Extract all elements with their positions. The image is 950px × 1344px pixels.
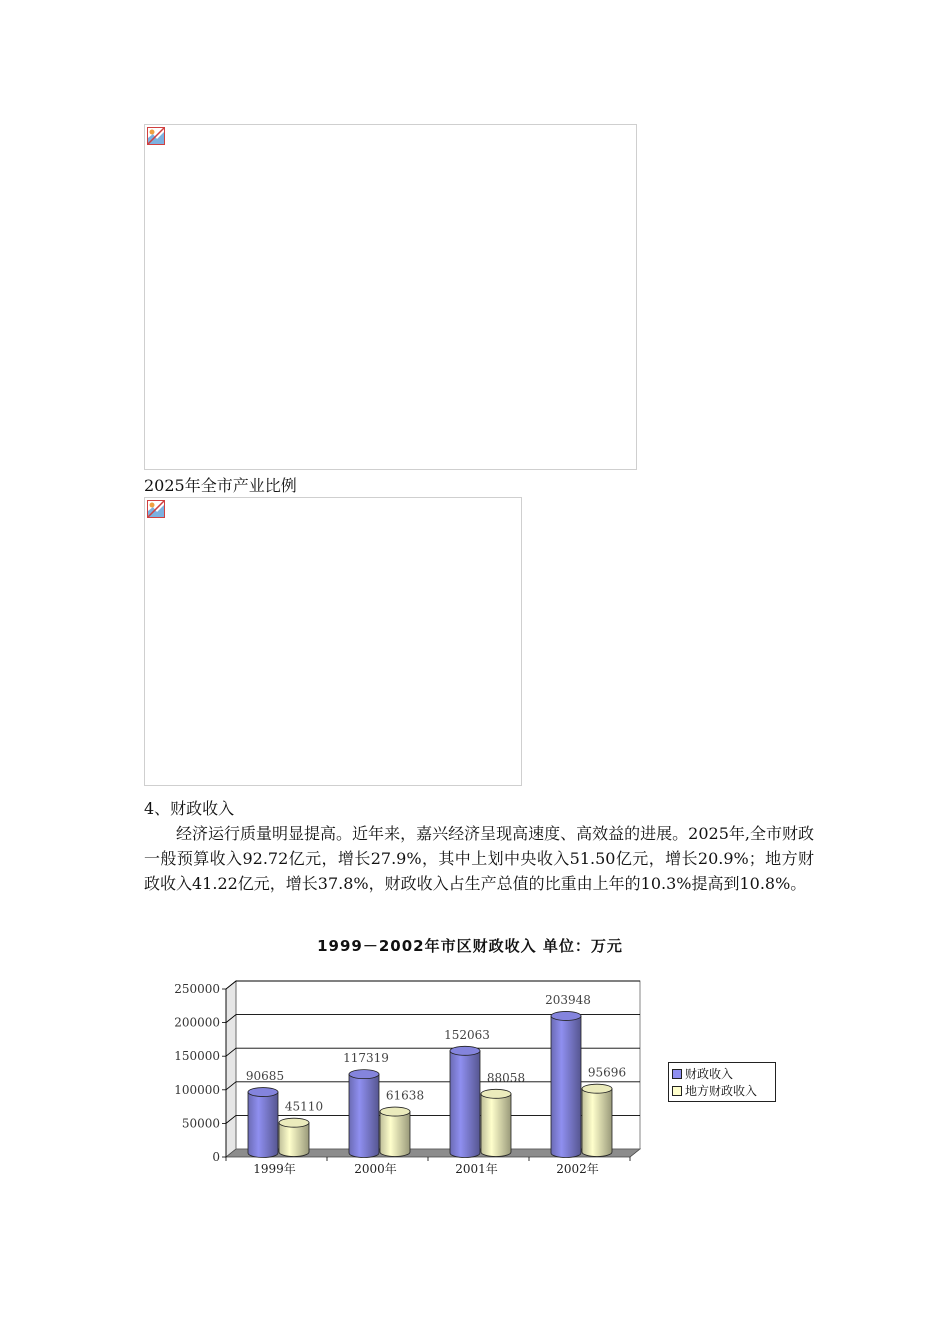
broken-image-icon [147,500,165,518]
bar-top [481,1089,511,1098]
data-label: 88058 [486,1070,526,1085]
data-label: 152063 [444,1027,490,1042]
bar-top [582,1084,612,1093]
bar-local-revenue [481,1094,511,1157]
legend-swatch [672,1069,682,1079]
bar-top [279,1118,309,1127]
image-caption: 2025年全市产业比例 [144,476,297,495]
chart-legend [668,1062,776,1102]
body-paragraph: 经济运行质量明显提高。近年来，嘉兴经济呈现高速度、高效益的进展。2025年,全市财政一般预算收入92.72亿元，增长27.9%，其中上划中央收入51.50亿元，增长20.9%；地方财政收入41.22亿元，增长37.8%，财政收入占生产总值的比重由上年的10.3%提高到10.8%。 [144,824,814,893]
legend-swatch [672,1086,682,1096]
y-tick-label: 150000 [174,1049,220,1064]
y-tick-label: 0 [212,1150,220,1164]
bar-top [349,1070,379,1079]
bar-local-revenue [380,1112,410,1157]
side-wall [226,981,236,1157]
data-label: 61638 [385,1088,425,1103]
legend-label: 地方财政收入 [685,1084,758,1098]
y-tick-label: 50000 [181,1116,220,1131]
data-label: 95696 [587,1065,627,1080]
x-tick-label: 2000年 [354,1162,397,1176]
bar-revenue [551,1016,581,1158]
bar-top [248,1088,278,1097]
bar-revenue [450,1051,480,1158]
y-tick-label: 250000 [174,982,220,996]
chart-title: 1999－2002年市区财政收入 单位：万元 [317,937,623,955]
legend-item-local-revenue [672,1082,772,1099]
bar-revenue [349,1074,379,1157]
bar-revenue [248,1092,278,1157]
image-placeholder-1 [144,124,637,470]
data-label: 203948 [545,992,591,1007]
x-tick-label: 2001年 [455,1162,498,1176]
y-tick-label: 200000 [174,1015,220,1030]
image-placeholder-2 [144,497,522,786]
data-label: 45110 [284,1099,324,1114]
broken-image-icon [147,127,165,145]
legend-label: 财政收入 [685,1067,734,1081]
legend-item-revenue [672,1065,772,1082]
data-label: 90685 [245,1069,285,1084]
bar-local-revenue [279,1123,309,1157]
revenue-bar-chart [170,965,650,1190]
bar-local-revenue [582,1089,612,1157]
y-tick-label: 100000 [174,1082,220,1097]
x-tick-label: 2002年 [556,1162,599,1176]
bar-top [551,1011,581,1020]
section-heading: 4、财政收入 [144,799,235,818]
bar-top [450,1046,480,1055]
bar-top [380,1107,410,1116]
data-label: 117319 [343,1051,389,1066]
x-tick-label: 1999年 [253,1162,296,1176]
